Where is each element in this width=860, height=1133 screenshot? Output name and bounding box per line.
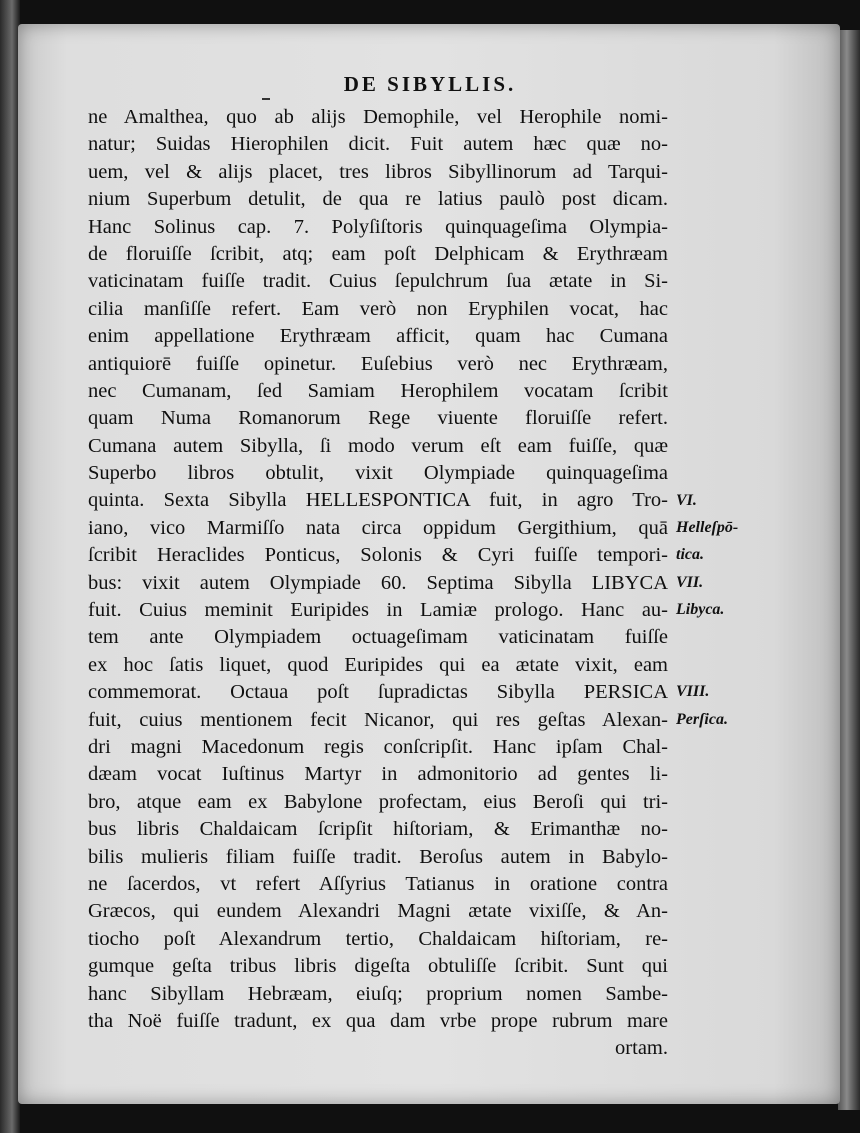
running-head: DE SIBYLLIS.: [343, 72, 517, 96]
text-line: natur; Suidas Hierophilen dicit. Fuit autem hæc quæ no-: [88, 133, 668, 156]
text-line: de floruiſſe ſcribit, atq; eam poſt Delphicam & Erythræam: [88, 242, 668, 265]
text-line: bro, atque eam ex Babylone profectam, eius Beroſi qui tri-: [88, 790, 668, 813]
text-line: tiocho poſt Alexandrum tertio, Chaldaicam hiſtoriam, re-: [88, 927, 668, 950]
text-line: commemorat. Octaua poſt ſupradictas Sibylla PERSICA: [88, 681, 668, 704]
text-line: Cumana autem Sibylla, ſi modo verum eſt eam fuiſſe, quæ: [88, 434, 668, 457]
text-line: ex hoc ſatis liquet, quod Euripides qui ea ætate vixit, eam: [88, 653, 668, 676]
page-edge: [838, 30, 860, 1110]
text-line: Græcos, qui eundem Alexandri Magni ætate vixiſſe, & An-: [88, 900, 668, 923]
text-line: bus: vixit autem Olympiade 60. Septima Sibylla LIBYCA: [88, 571, 668, 594]
text-line: enim appellatione Erythræam afficit, quam hac Cumana: [88, 325, 668, 348]
text-line: gumque geſta tribus libris digeſta obtuliſſe ſcribit. Sunt qui: [88, 955, 668, 978]
text-line: uem, vel & alijs placet, tres libros Sibyllinorum ad Tarqui-: [88, 160, 668, 183]
text-line: fuit. Cuius meminit Euripides in Lamiæ prologo. Hanc au-: [88, 599, 668, 622]
book-spine-shadow: [0, 0, 20, 1133]
margin-note: Libyca.: [676, 601, 725, 619]
text-line: nec Cumanam, ſed Samiam Herophilem vocatam ſcribit: [88, 379, 668, 402]
margin-note: VII.: [676, 573, 704, 591]
text-line: quam Numa Romanorum Rege viuente floruiſſe refert.: [88, 407, 668, 430]
text-line: tem ante Olympiadem octuageſimam vaticinatam fuiſſe: [88, 626, 668, 649]
text-line: ne ſacerdos, vt refert Aſſyrius Tatianus in oratione contra: [88, 872, 668, 895]
text-line: ſcribit Heraclides Ponticus, Solonis & Cyri fuiſſe tempori-: [88, 544, 668, 567]
text-line: fuit, cuius mentionem fecit Nicanor, qui res geſtas Alexan-: [88, 708, 668, 731]
text-line: iano, vico Marmiſſo nata circa oppidum Gergithium, quā: [88, 516, 668, 539]
text-line: Hanc Solinus cap. 7. Polyſiſtoris quinquageſima Olympia-: [88, 215, 668, 238]
printer-mark: [262, 98, 270, 100]
text-line: quinta. Sexta Sibylla HELLESPONTICA fuit, in agro Tro-: [88, 489, 668, 512]
text-line: bilis mulieris filiam fuiſſe tradit. Beroſus autem in Babylo-: [88, 845, 668, 868]
text-line: tha Noë fuiſſe tradunt, ex qua dam vrbe prope rubrum mare: [88, 1009, 668, 1032]
text-line: bus libris Chaldaicam ſcripſit hiſtoriam, & Erimanthæ no-: [88, 818, 668, 841]
margin-note: Perſica.: [676, 710, 728, 728]
text-line: dri magni Macedonum regis conſcripſit. Hanc ipſam Chal-: [88, 735, 668, 758]
text-line: vaticinatam fuiſſe tradit. Cuius ſepulchrum ſua ætate in Si-: [88, 270, 668, 293]
text-line: hanc Sibyllam Hebræam, eiuſq; proprium nomen Sambe-: [88, 982, 668, 1005]
body-text: [88, 104, 668, 1063]
margin-note: VIII.: [676, 683, 710, 701]
margin-note: tica.: [676, 546, 704, 564]
margin-note: VI.: [676, 491, 697, 509]
text-line: ne Amalthea, quo ab alijs Demophile, vel Herophile nomi-: [88, 106, 668, 128]
text-line: Superbo libros obtulit, vixit Olympiade quinquageſima: [88, 462, 668, 485]
text-line: antiquiorē fuiſſe opinetur. Euſebius verò nec Erythræam,: [88, 352, 668, 375]
margin-note: Helleſpō-: [676, 519, 739, 536]
text-line: cilia manſiſſe refert. Eam verò non Eryphilen vocat, hac: [88, 297, 668, 320]
text-line: ortam.: [615, 1037, 668, 1060]
text-line: dæam vocat Iuſtinus Martyr in admonitorio ad gentes li-: [88, 763, 668, 786]
text-line: nium Superbum detulit, de qua re latius paulò post dicam.: [88, 188, 668, 211]
